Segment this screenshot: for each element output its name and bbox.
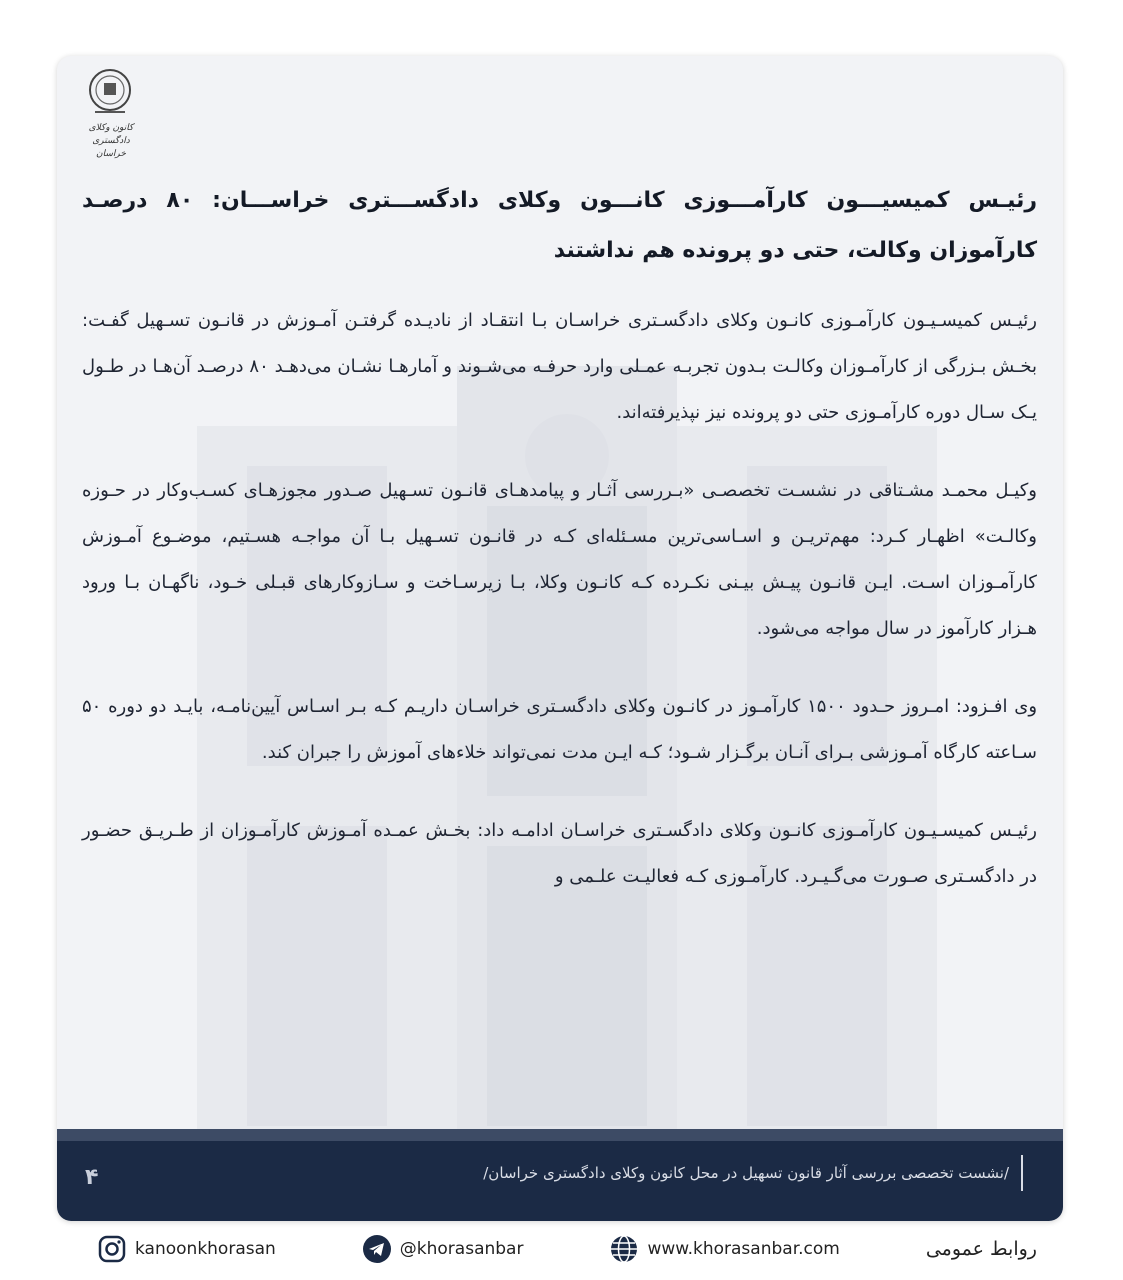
telegram-handle: @khorasanbar xyxy=(399,1239,524,1259)
globe-icon xyxy=(609,1234,639,1264)
footer-accent-stripe xyxy=(57,1129,1063,1141)
logo-text-line2: خراسان xyxy=(96,149,126,159)
public-relations-label: روابط عمومی xyxy=(925,1238,1037,1260)
website-url: www.khorasanbar.com xyxy=(647,1239,840,1259)
website-contact[interactable] xyxy=(609,1234,839,1264)
footer-caption: /نشست تخصصی بررسی آثار قانون تسهیل در محل کانون وکلای دادگستری خراسان/ xyxy=(483,1155,1023,1191)
article-paragraph: رئیـس کمیسـیـون کارآمـوزی کانـون وکلای دادگسـتری خراسـان ادامـه داد: بخـش عمـده آمـوزش کارآمـوزان از طـریـق حضـور در دادگسـتری صـورت می‌گـیـرد. کارآمـوزی کـه فعالیـت علـمی و xyxy=(82,820,1037,887)
instagram-icon xyxy=(97,1234,127,1264)
seal-logo-icon xyxy=(87,68,133,118)
instagram-contact[interactable] xyxy=(97,1234,276,1264)
page-card xyxy=(57,56,1063,1221)
footer-bar xyxy=(57,1129,1063,1221)
instagram-handle: kanoonkhorasan xyxy=(135,1239,276,1259)
logo-text-line1: کانون وکلای دادگستری xyxy=(88,123,134,146)
article-title: رئیـس کمیسیـــون کارآمـــوزی کانـــون وکلای دادگســـتری خراســـان: ۸۰ درصـد کارآموزان وکالت، حتی دو پرونده هم نداشتند xyxy=(82,188,1037,263)
article-paragraph: وی افـزود: امـروز حـدود ۱۵۰۰ کارآمـوز در کانـون وکلای دادگسـتری خراسـان داریـم کـه بـر اسـاس آیین‌نامـه، بایـد دو دوره ۵۰ سـاعته کارگاه آمـوزشی بـرای آنـان برگـزار شـود؛ کـه ایـن مدت نمی‌تواند خلاءهای آموزش را جبران کند. xyxy=(82,696,1038,763)
contact-row xyxy=(97,1232,1037,1266)
page-number: ۴ xyxy=(85,1165,99,1190)
telegram-contact[interactable] xyxy=(362,1234,524,1264)
article-body xyxy=(82,176,1037,932)
kanoon-logo xyxy=(77,68,145,168)
article-paragraph: رئیـس کمیسـیـون کارآمـوزی کانـون وکلای دادگسـتری خراسـان بـا انتقـاد از نادیـده گرفتـن آمـوزش در قانـون تسـهیل گفـت: بخـش بـزرگی از کارآمـوزان وکالـت بـدون تجربـه عمـلی وارد حرفـه می‌شـوند و آمارهـا نشـان می‌دهـد ۸۰ درصـد آن‌هـا در طـول یـک سـال دوره کارآمـوزی حتی دو پرونده نیز نپذیرفته‌اند. xyxy=(82,310,1037,423)
telegram-icon xyxy=(362,1234,392,1264)
article-paragraph: وکیـل محمـد مشـتاقی در نشسـت تخصصـی «بـررسی آثـار و پیامدهـای قانـون تسـهیل صـدور مجوزهـای کسـب‌وکار در حـوزه وکالـت» اظهـار کـرد: مهم‌تریـن و اسـاسی‌ترین مسـئله‌ای کـه در قانـون تسـهیل بـا آن مواجـه هسـتیم، موضـوع آمـوزش کارآمـوزان اسـت. ایـن قانـون پیـش بیـنی نکـرده کـه کانـون وکلا، بـا زیرسـاخت و سـازوکارهای قبـلی خـود، ناگهـان بـا ورود هـزار کارآموز در سال مواجه می‌شود. xyxy=(82,480,1037,639)
